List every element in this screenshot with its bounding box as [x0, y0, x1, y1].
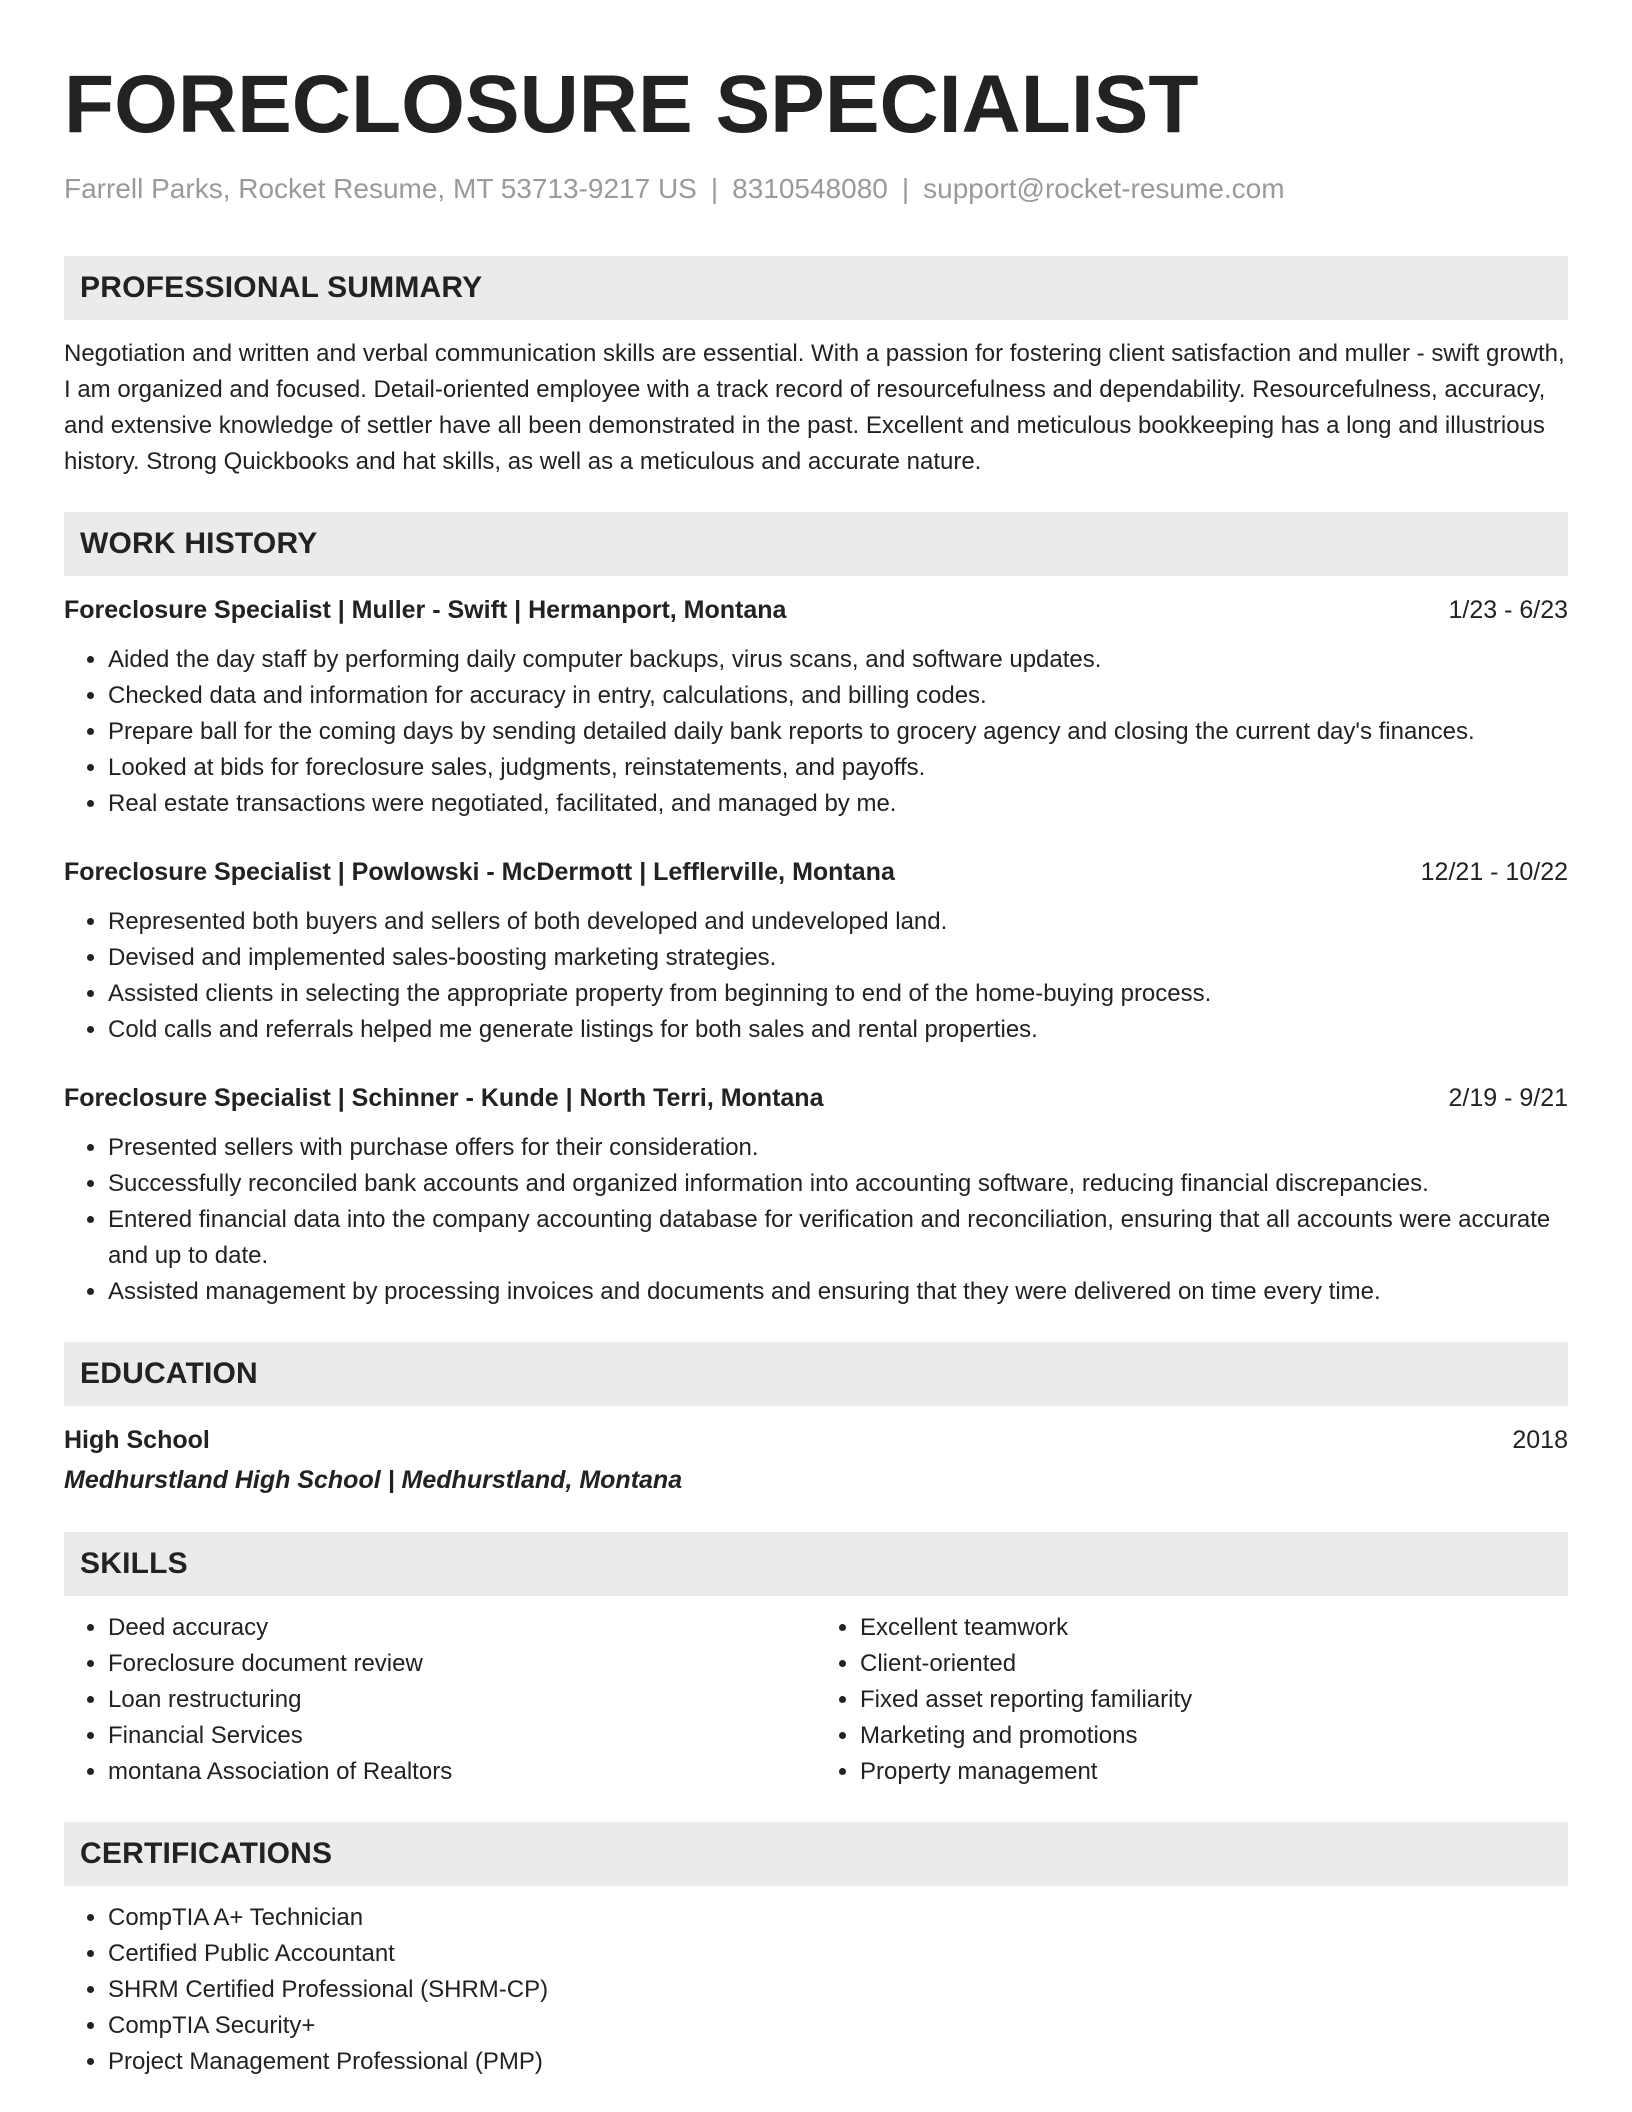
job-bullet: • Devised and implemented sales-boosting marketing strategies. [108, 940, 1568, 976]
section-heading-summary: PROFESSIONAL SUMMARY [64, 256, 1568, 320]
contact-separator: | [710, 173, 719, 204]
skill-item: • Fixed asset reporting familiarity [860, 1682, 1568, 1718]
education-degree: High School [64, 1425, 210, 1454]
job-bullet: • Successfully reconciled bank accounts and organized information into accounting software, reducing financial discrepancies. [108, 1166, 1568, 1202]
certifications-list [64, 1900, 1568, 2080]
job-bullet: • Checked data and information for accuracy in entry, calculations, and billing codes. [108, 678, 1568, 714]
section-heading-education: EDUCATION [64, 1342, 1568, 1406]
certification-item: • CompTIA A+ Technician [108, 1900, 1568, 1936]
job-bullets [64, 642, 1568, 822]
skill-item: • Deed accuracy [108, 1610, 816, 1646]
certification-item: • Certified Public Accountant [108, 1936, 1568, 1972]
summary-text: Negotiation and written and verbal communication skills are essential. With a passion for fostering client satisfaction and muller - swift growth, I am organized and focused. Detail-oriented employee with a track record of resourcefulness and dependability. Resourcefulness, accuracy, and extensive knowledge of settler have all been demonstrated in the past. Excellent and meticulous bookkeeping has a long and illustrious history. Strong Quickbooks and hat skills, as well as a meticulous and accurate nature. [64, 339, 1565, 475]
skills-columns [64, 1610, 1568, 1790]
job-bullets [64, 1130, 1568, 1310]
certification-item: • SHRM Certified Professional (SHRM-CP) [108, 1972, 1568, 2008]
certification-item: • CompTIA Security+ [108, 2008, 1568, 2044]
job-bullet: • Assisted clients in selecting the appropriate property from beginning to end of the home-buying process. [108, 976, 1568, 1012]
job-bullet: • Prepare ball for the coming days by sending detailed daily bank reports to grocery agency and closing the current day's finances. [108, 714, 1568, 750]
job-dates: 1/23 - 6/23 [1448, 595, 1568, 624]
skill-item: • Client-oriented [860, 1646, 1568, 1682]
education-year: 2018 [1512, 1425, 1568, 1454]
job-title: Foreclosure Specialist | Schinner - Kunde | North Terri, Montana [64, 1083, 824, 1112]
job-title: Foreclosure Specialist | Muller - Swift | Hermanport, Montana [64, 595, 787, 624]
skills-list-right [816, 1610, 1568, 1790]
job-entry [64, 1080, 1568, 1310]
skills-list-left [64, 1610, 816, 1790]
job-bullet: • Represented both buyers and sellers of both developed and undeveloped land. [108, 904, 1568, 940]
job-header [64, 1080, 1568, 1116]
contact-separator: | [901, 173, 910, 204]
contact-address: Farrell Parks, Rocket Resume, MT 53713-9217 US [64, 173, 697, 204]
skill-item: • Excellent teamwork [860, 1610, 1568, 1646]
job-entry [64, 592, 1568, 822]
section-heading-skills: SKILLS [64, 1532, 1568, 1596]
job-dates: 2/19 - 9/21 [1448, 1083, 1568, 1112]
education-header [64, 1422, 1568, 1458]
job-bullet: • Cold calls and referrals helped me generate listings for both sales and rental properties. [108, 1012, 1568, 1048]
job-bullet: • Entered financial data into the company accounting database for verification and reconciliation, ensuring that all accounts were accurate and up to date. [108, 1202, 1568, 1274]
education-school: Medhurstland High School | Medhurstland, Montana [64, 1465, 683, 1494]
section-heading-certifications: CERTIFICATIONS [64, 1822, 1568, 1886]
skill-item: • montana Association of Realtors [108, 1754, 816, 1790]
job-header [64, 592, 1568, 628]
certification-item: • Project Management Professional (PMP) [108, 2044, 1568, 2080]
contact-line [64, 172, 1568, 206]
job-bullet: • Presented sellers with purchase offers for their consideration. [108, 1130, 1568, 1166]
job-entry [64, 854, 1568, 1048]
section-heading-work-history: WORK HISTORY [64, 512, 1568, 576]
job-bullet: • Looked at bids for foreclosure sales, judgments, reinstatements, and payoffs. [108, 750, 1568, 786]
job-bullet: • Assisted management by processing invoices and documents and ensuring that they were delivered on time every time. [108, 1274, 1568, 1310]
job-dates: 12/21 - 10/22 [1420, 857, 1568, 886]
skill-item: • Foreclosure document review [108, 1646, 816, 1682]
job-header [64, 854, 1568, 890]
skill-item: • Property management [860, 1754, 1568, 1790]
job-title: Foreclosure Specialist | Powlowski - McDermott | Lefflerville, Montana [64, 857, 895, 886]
skill-item: • Loan restructuring [108, 1682, 816, 1718]
job-bullet: • Aided the day staff by performing daily computer backups, virus scans, and software updates. [108, 642, 1568, 678]
contact-email: support@rocket-resume.com [923, 173, 1285, 204]
skill-item: • Marketing and promotions [860, 1718, 1568, 1754]
job-bullet: • Real estate transactions were negotiated, facilitated, and managed by me. [108, 786, 1568, 822]
resume-title: FORECLOSURE SPECIALIST [64, 59, 1199, 150]
job-bullets [64, 904, 1568, 1048]
contact-phone: 8310548080 [732, 173, 888, 204]
skill-item: • Financial Services [108, 1718, 816, 1754]
